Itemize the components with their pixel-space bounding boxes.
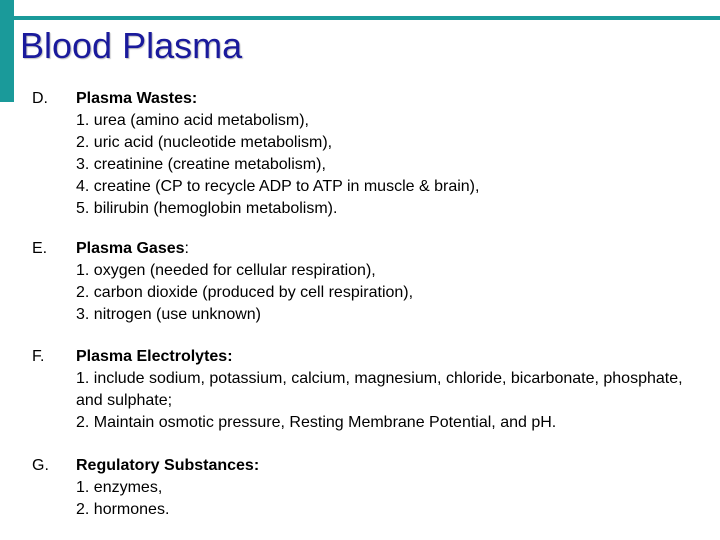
list-item: 4. creatine (CP to recycle ADP to ATP in muscle & brain),: [76, 178, 480, 195]
section-heading-suffix: :: [184, 240, 189, 257]
list-item: 1. enzymes,: [76, 479, 163, 496]
section-letter: F.: [32, 348, 45, 365]
section-heading-line: [76, 455, 706, 477]
list-item: 2. uric acid (nucleotide metabolism),: [76, 134, 333, 151]
section-heading: Plasma Wastes:: [76, 90, 198, 107]
section-heading-line: [76, 238, 706, 260]
list-item: 3. creatinine (creatine metabolism),: [76, 156, 326, 173]
list-item: 1. include sodium, potassium, calcium, magnesium, chloride, bicarbonate, phosphate, and sulphate;: [76, 370, 683, 409]
list-item: 3. nitrogen (use unknown): [76, 306, 261, 323]
section-body: [76, 346, 706, 434]
list-item: 2. hormones.: [76, 501, 170, 518]
list-item: 5. bilirubin (hemoglobin metabolism).: [76, 200, 338, 217]
section-heading: Plasma Gases: [76, 240, 185, 257]
section-letter: D.: [32, 90, 48, 107]
list-item: 2. Maintain osmotic pressure, Resting Membrane Potential, and pH.: [76, 414, 557, 431]
section-body: [76, 88, 706, 220]
list-item: 1. urea (amino acid metabolism),: [76, 112, 309, 129]
section-heading: Plasma Electrolytes:: [76, 348, 233, 365]
section-heading-line: [76, 88, 706, 110]
list-item: 2. carbon dioxide (produced by cell respiration),: [76, 284, 414, 301]
section-body: [76, 455, 706, 521]
slide-title: Blood Plasma: [20, 25, 243, 66]
list-item: 1. oxygen (needed for cellular respiration),: [76, 262, 376, 279]
section-letter: E.: [32, 240, 48, 257]
section-letter: G.: [32, 457, 49, 474]
section-heading-line: [76, 346, 706, 368]
section-heading: Regulatory Substances:: [76, 457, 260, 474]
section-body: [76, 238, 706, 326]
